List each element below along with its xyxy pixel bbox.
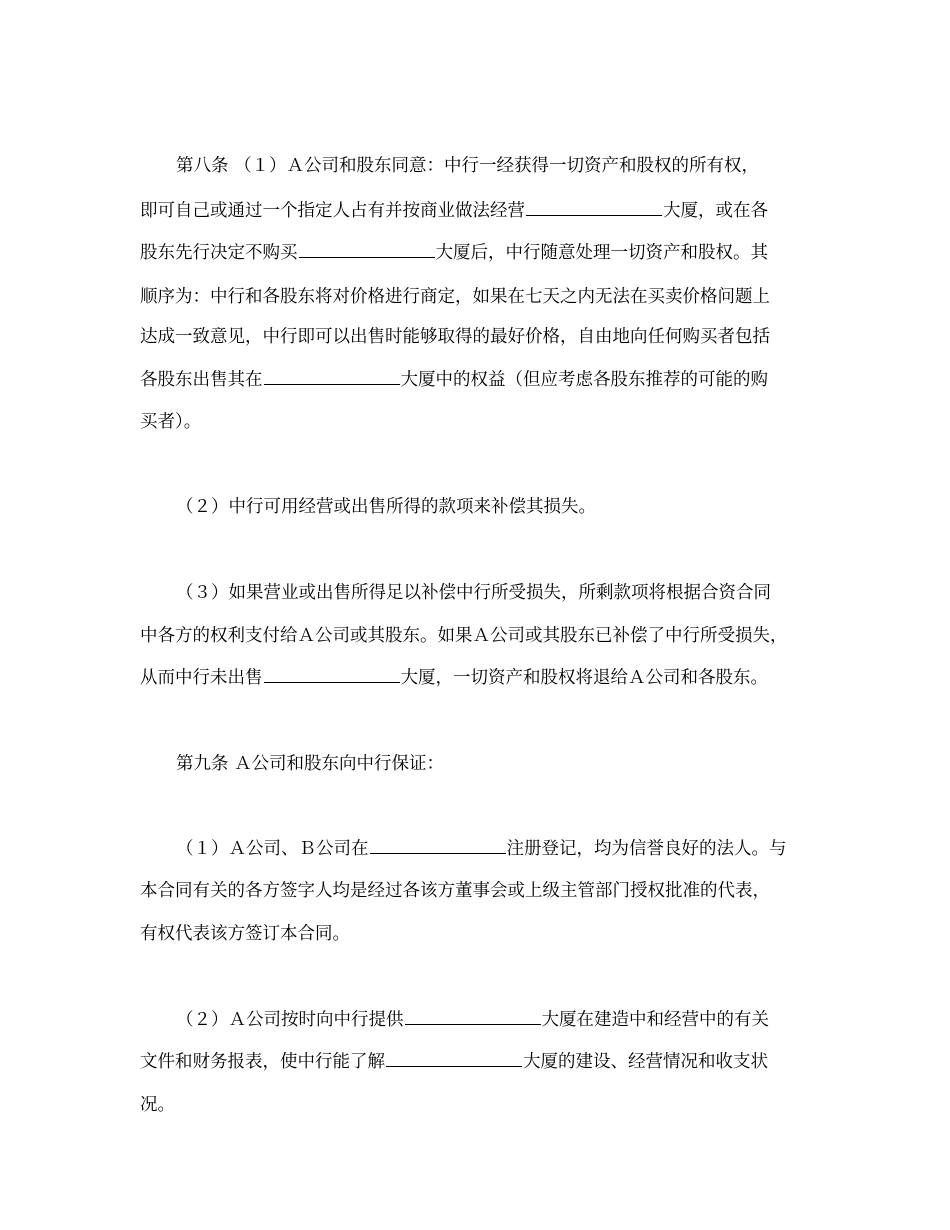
text: 大厦，或在各 bbox=[663, 201, 768, 221]
text: 买者）。 bbox=[140, 412, 202, 432]
text: 大厦中的权益（但应考虑各股东推荐的可能的购 bbox=[400, 370, 768, 390]
fill-in-blank bbox=[405, 1023, 541, 1025]
article-9-clause-2-line-2 bbox=[140, 1050, 768, 1074]
clause-3-line-1 bbox=[176, 581, 771, 605]
text: 第八条 （１）Ａ公司和股东同意：中行一经获得一切资产和股权的所有权， bbox=[176, 156, 760, 176]
fill-in-blank bbox=[526, 214, 662, 216]
text: 从而中行未出售 bbox=[140, 668, 263, 688]
article-8-line-4 bbox=[140, 285, 770, 309]
text: 达成一致意见，中行即可以出售时能够取得的最好价格，自由地向任何购买者包括 bbox=[140, 327, 770, 347]
text: 各股东出售其在 bbox=[140, 370, 263, 390]
fill-in-blank bbox=[299, 256, 435, 258]
clause-3-line-2 bbox=[140, 624, 788, 648]
article-9-clause-1-line-1 bbox=[176, 837, 787, 861]
article-9-title bbox=[176, 752, 444, 776]
article-9-clause-1-line-2 bbox=[140, 879, 770, 903]
fill-in-blank bbox=[386, 1065, 522, 1067]
fill-in-blank bbox=[370, 852, 506, 854]
text: 有权代表该方签订本合同。 bbox=[140, 924, 350, 944]
text: 第九条 Ａ公司和股东向中行保证： bbox=[176, 754, 445, 774]
text: 即可自己或通过一个指定人占有并按商业做法经营 bbox=[140, 201, 525, 221]
clause-2-line-1 bbox=[176, 495, 596, 519]
article-8-line-5 bbox=[140, 325, 770, 349]
text: 本合同有关的各方签字人均是经过各该方董事会或上级主管部门授权批准的代表， bbox=[140, 881, 770, 901]
text: （３）如果营业或出售所得足以补偿中行所受损失，所剩款项将根据合资合同 bbox=[176, 583, 771, 603]
text: 文件和财务报表，使中行能了解 bbox=[140, 1052, 385, 1072]
article-8-line-7 bbox=[140, 410, 201, 434]
article-9-clause-1-line-3 bbox=[140, 922, 350, 946]
fill-in-blank bbox=[264, 681, 400, 683]
article-8-line-6 bbox=[140, 368, 768, 392]
article-8-line-2 bbox=[140, 199, 768, 223]
text: 顺序为：中行和各股东将对价格进行商定，如果在七天之内无法在买卖价格问题上 bbox=[140, 287, 770, 307]
clause-3-line-3 bbox=[140, 666, 768, 690]
text: 大厦的建设、经营情况和收支状 bbox=[523, 1052, 768, 1072]
text: 况。 bbox=[140, 1095, 175, 1115]
article-9-clause-2-line-1 bbox=[176, 1008, 769, 1032]
text: 注册登记，均为信誉良好的法人。与 bbox=[506, 839, 787, 859]
text: 大厦，一切资产和股权将退给Ａ公司和各股东。 bbox=[400, 668, 768, 688]
text: 大厦在建造中和经营中的有关 bbox=[541, 1010, 769, 1030]
article-8-line-3 bbox=[140, 241, 768, 265]
text: （２）Ａ公司按时向中行提供 bbox=[176, 1010, 404, 1030]
text: （２）中行可用经营或出售所得的款项来补偿其损失。 bbox=[176, 497, 596, 517]
article-9-clause-2-line-3 bbox=[140, 1093, 175, 1117]
article-8-line-1 bbox=[176, 154, 759, 178]
text: 股东先行决定不购买 bbox=[140, 243, 298, 263]
text: 中各方的权利支付给Ａ公司或其股东。如果Ａ公司或其股东已补偿了中行所受损失， bbox=[140, 626, 788, 646]
text: （１）Ａ公司、Ｂ公司在 bbox=[176, 839, 369, 859]
fill-in-blank bbox=[264, 383, 400, 385]
text: 大厦后，中行随意处理一切资产和股权。其 bbox=[435, 243, 768, 263]
